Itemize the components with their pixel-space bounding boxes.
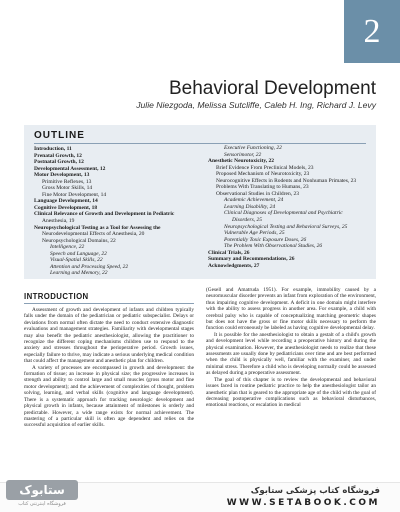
outline-entry: Acknowledgments, 27 [208,262,260,269]
outline-entry: Brief Evidence From Preclinical Models, 23 [216,164,314,171]
outline-entry: Potentially Toxic Exposure Doses, 26 [224,236,307,243]
outline-entry: Speech and Language, 22 [50,250,107,257]
outline-entry: The Problem With Observational Studies, 26 [224,243,323,250]
outline-entry: Prenatal Growth, 12 [34,152,82,159]
logo-subtitle: فروشگاه اینترنتی کتاب [18,501,66,507]
outline-entry: Developmental Assessment, 12 [34,165,106,172]
outline-entry: Academic Achievement, 24 [224,197,284,204]
outline-entry: Anesthetic Neurotoxicity, 22 [208,158,275,165]
outline-entry: Motor Development, 13 [34,172,90,179]
outline-entry: Anesthesia, 19 [42,218,75,225]
outline-left-column [34,146,204,277]
body-column-right [206,287,376,477]
chapter-title: Behavioral Development [168,78,376,99]
outline-heading: OUTLINE [34,130,85,141]
body-paragraph: The goal of this chapter is to review the developmental and behavioral issues faced in routine pediatric practice to help the anesthesiologist tailor an anesthetic plan that is geared to the appropriate age of the child with the goal of decreasing postoperative complications such as behavioral disturbances, emotional reactions, or escalation in medical [206,376,376,409]
chapter-number: 2 [363,13,381,50]
outline-entry: Learning and Memory, 22 [50,270,108,277]
outline-entry: Problems With Translating to Humans, 23 [216,184,309,191]
outline-entry: Summary and Recommendations, 26 [208,256,295,263]
outline-entry: Gross Motor Skills, 14 [42,185,93,192]
outline-entry: Attention and Processing Speed, 22 [50,263,129,270]
outline-entry: Neurocognitive Effects in Rodents and Nonhuman Primates, 23 [216,177,357,184]
outline-entry: Clinical Relevance of Growth and Development in Pediatric [34,211,175,218]
body-paragraph: Assessment of growth and development of infants and children typically falls under the domain of the pediatrician or pediatric subspecialist. Delays or deviations from normal often dictate the need to conduct extensive diagnostic evaluations and management strategies. Familiarity with developmental stages may also benefit the pediatric anesthesiologist, allowing the practitioner to recognize the different coping mechanisms children use to respond to the anxiety and stresses throughout the perioperative period. Growth issues, especially failure to thrive, may indicate a serious underlying medical condition that could affect the management and anesthetic plan for children. [24,307,194,365]
outline-entry: Sensorimotor, 22 [224,151,262,158]
footer-url[interactable]: WWW.SETABOOK.COM [226,498,380,508]
outline-entry: Disorders, 25 [232,217,263,224]
footer-persian-text: فروشگاه کتاب پزشکی ستابوک [250,486,380,496]
outline-entry: Clinical Trials, 26 [208,249,250,256]
introduction-divider [24,303,194,304]
outline-entry: Cognitive Development, 18 [34,204,98,211]
outline-entry: Executive Functioning, 22 [224,145,282,151]
outline-entry: Fine Motor Development, 14 [42,191,107,198]
body-paragraph: (Gesell and Amatruda 1951). For example, immobility caused by a neuromuscular disorder prevents an infant from exploration of the environment, thus impairing cognitive development. A deficit in one domain might interfere with the ability to assess progress in another area. For example, a child with cerebral palsy who is capable of conceptualizing matching geometric shapes but does not have the gross or fine motor skills necessary to perform the function could erroneously be labeled as having cognitive developmental delay. [206,287,376,332]
outline-entry: Intelligence, 22 [50,244,85,251]
outline-entry: Primitive Reflexes, 13 [42,178,92,185]
outline-entry: Neuropsychological Testing as a Tool for Assessing the [34,224,161,231]
authors-line: Julie Niezgoda, Melissa Sutcliffe, Caleb H. Ing, Richard J. Levy [136,100,376,110]
outline-entry: Neuropsychological Domains, 22 [42,237,116,244]
outline-entry: Visual-Spatial Skills, 22 [50,257,103,264]
outline-entry: Neuropsychological Testing and Behavioral Surveys, 25 [224,223,348,230]
body-paragraph: It is possible for the anesthesiologist to obtain a gestalt of a child's growth and development level while recording a preoperative history and during the physical examination. However, the anesthesiologist needs to realize that these assessments are usually done by pediatricians over time and are best performed when the child is physically well, familiar with the examiner, and under minimal stress. Therefore a child who is developing normally could be assessed as delayed during a preoperative assessment. [206,331,376,377]
outline-entry: Postnatal Growth, 12 [34,159,84,166]
outline-entry: Language Development, 14 [34,198,98,205]
body-paragraph: A variety of processes are encompassed in growth and development: the formation of tissue; an increase in physical size; the progressive increases in strength and ability to control large and small muscles (gross motor and fine motor development); and the achievement of complexities of thought, problem solving, learning, and verbal skills (cognitive and language development). There is a systematic approach for tracking neurologic development and physical growth in infants, because attainment of milestones is orderly and predictable. However, a wide range exists for normal achievement. The mastering of a particular skill is often age dependent and relies on the successful acquisition of earlier skills. [24,364,194,429]
body-column-left [24,307,194,482]
outline-entry: Introduction, 11 [34,146,72,152]
outline-entry: Clinical Diagnoses of Developmental and Psychiatric [224,210,343,217]
outline-divider [34,143,366,144]
outline-entry: Neurodevelopmental Effects of Anesthesia, 20 [42,231,145,238]
outline-right-column [208,145,374,269]
outline-entry: Proposed Mechanism of Neurotoxicity, 23 [216,171,310,178]
outline-entry: Learning Disability, 24 [224,203,276,210]
outline-entry: Observational Studies in Children, 23 [216,190,299,197]
logo-text: ستابوک [19,483,65,497]
introduction-heading: INTRODUCTION [24,292,89,301]
setabook-logo [6,480,78,510]
outline-entry: Vulnerable Age Periods, 25 [224,230,285,237]
